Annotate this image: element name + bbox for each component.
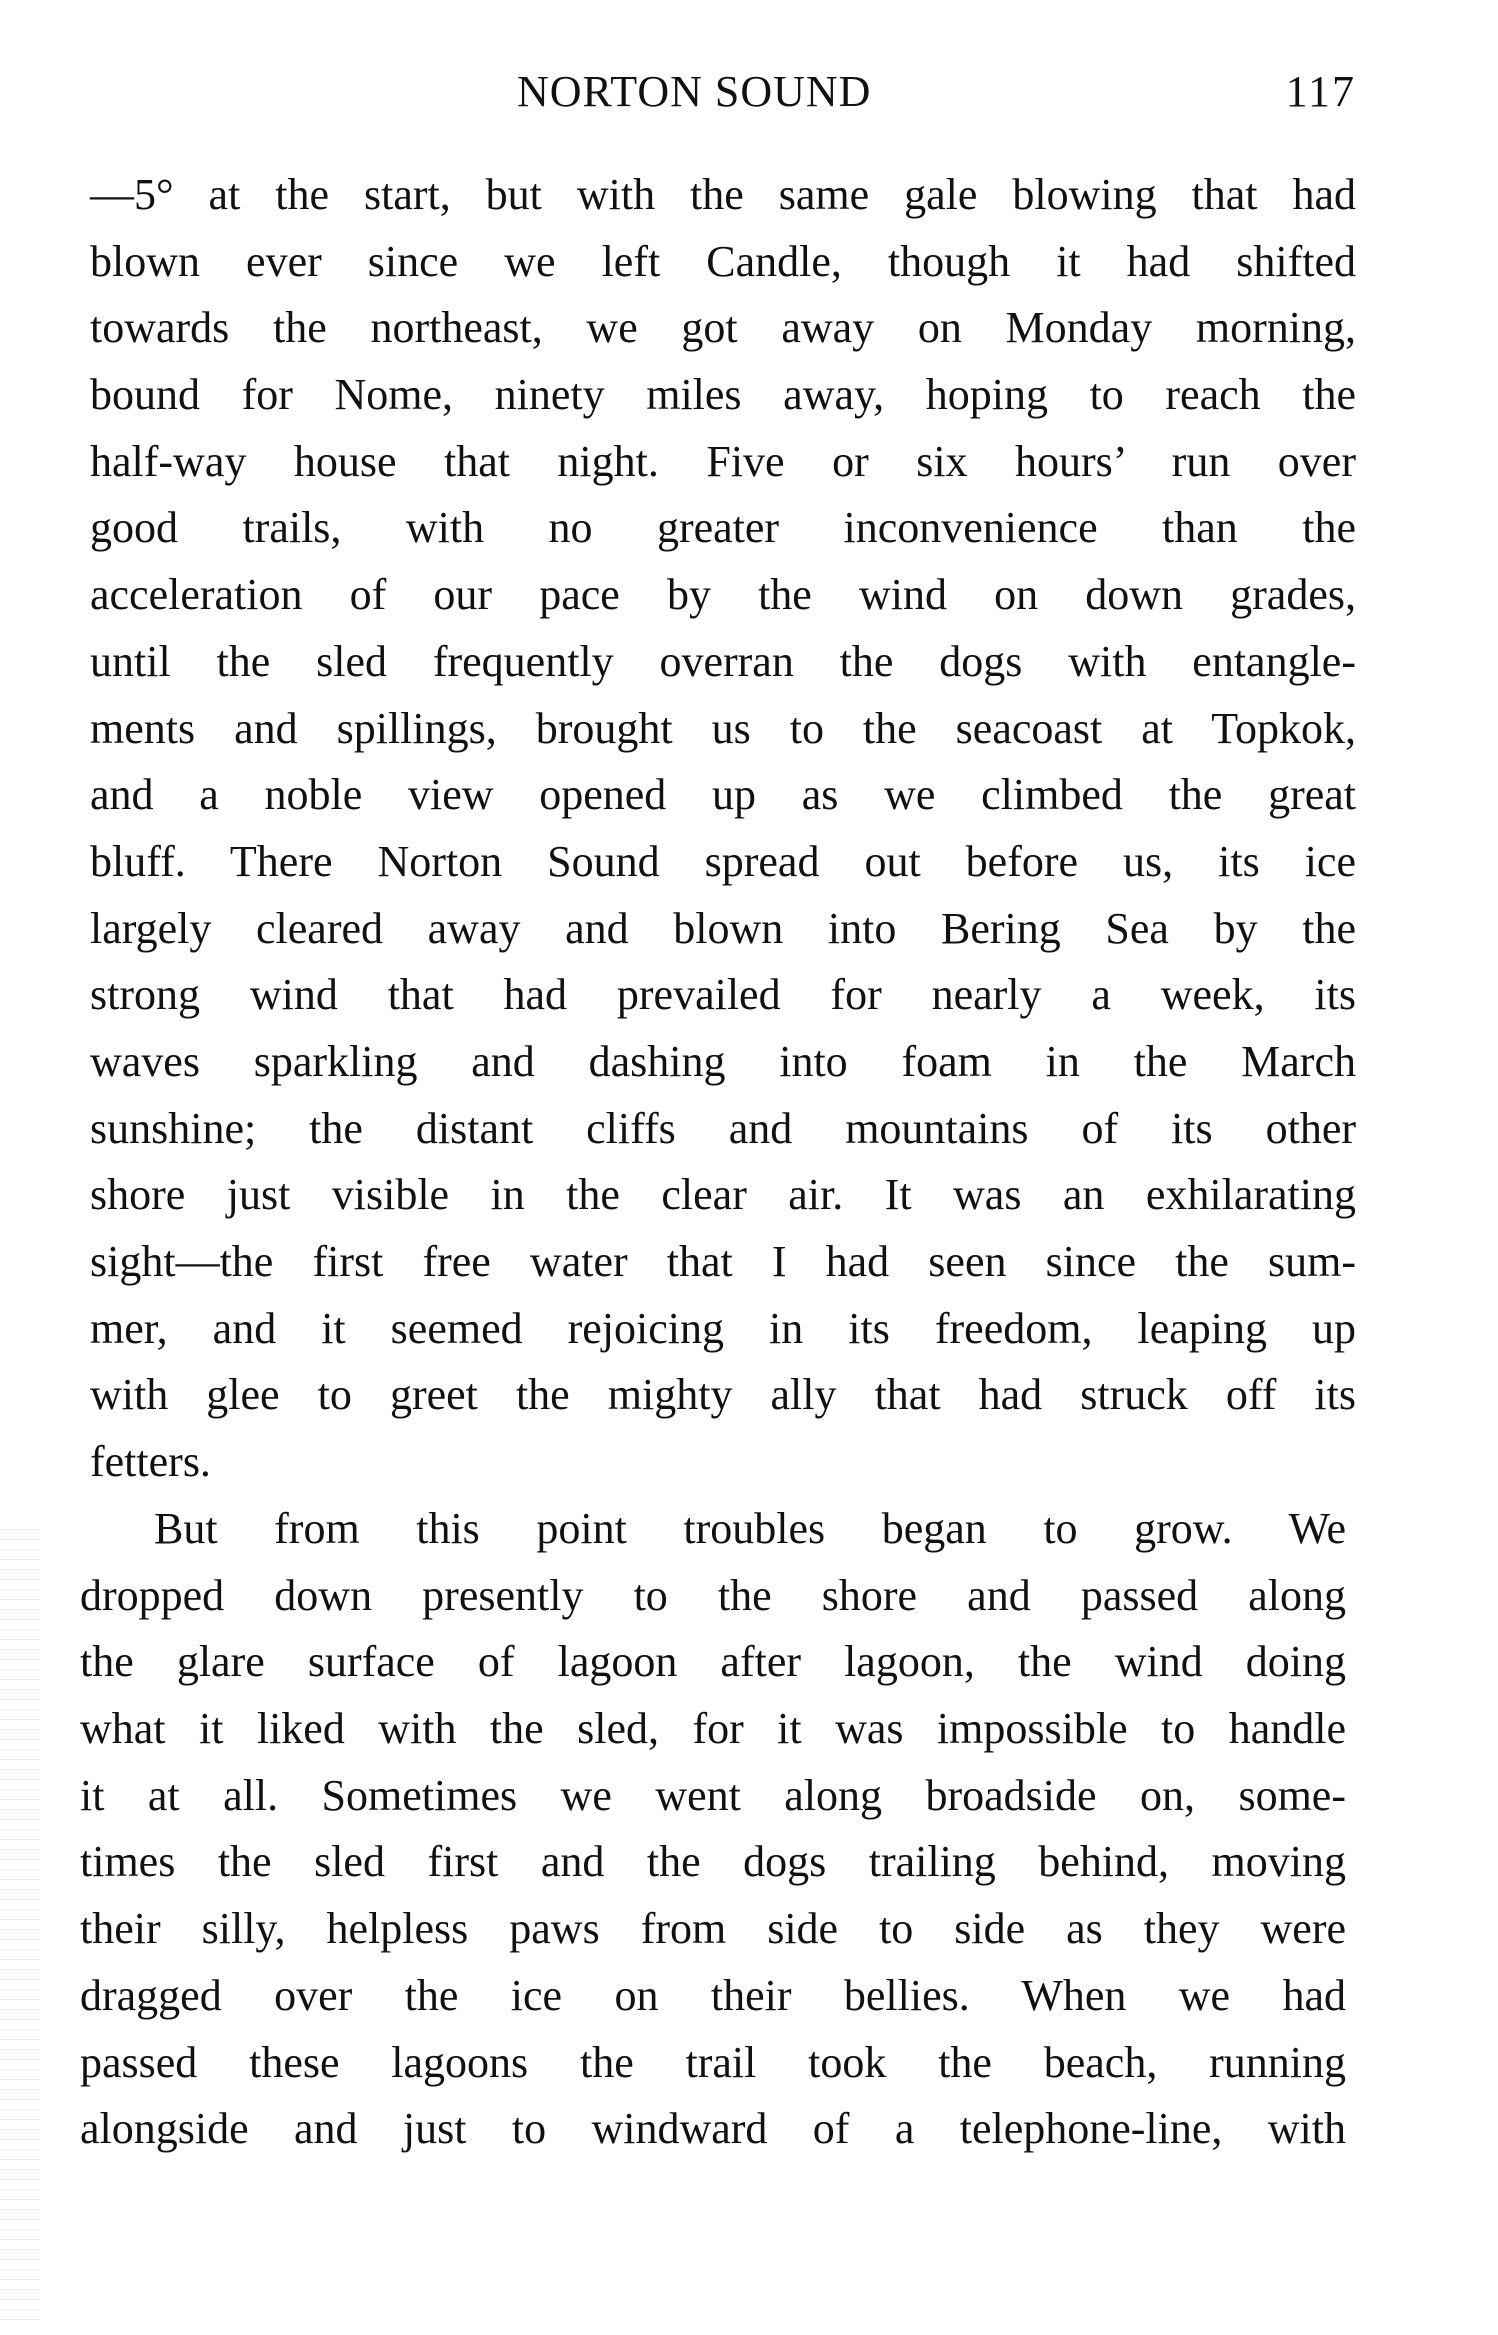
text-line: shore just visible in the clear air. It was an exhilarating: [90, 1170, 1356, 1220]
text-line: waves sparkling and dashing into foam in the March: [90, 1036, 1356, 1086]
text-line: strong wind that had prevailed for nearly a week, its: [90, 970, 1356, 1020]
text-line: ments and spillings, brought us to the seacoast at Topkok,: [90, 703, 1356, 753]
text-line: sunshine; the distant cliffs and mountains of its other: [90, 1103, 1356, 1153]
text-line: blown ever since we left Candle, though it had shifted: [90, 236, 1356, 286]
text-line: with glee to greet the mighty ally that had struck off its: [90, 1370, 1356, 1420]
text-line: their silly, helpless paws from side to side as they were: [80, 1904, 1346, 1954]
text-line: sight—the first free water that I had seen since the sum-: [90, 1237, 1356, 1286]
text-line: acceleration of our pace by the wind on down grades,: [90, 570, 1356, 620]
text-line: until the sled frequently overran the dogs with entangle-: [90, 636, 1356, 686]
text-line: half-way house that night. Five or six hours’ run over: [90, 436, 1356, 486]
text-line: largely cleared away and blown into Bering Sea by the: [90, 903, 1356, 953]
text-line: dragged over the ice on their bellies. When we had: [80, 1970, 1346, 2020]
text-line: —5° at the start, but with the same gale blowing that had: [90, 170, 1356, 219]
text-line: bluff. There Norton Sound spread out before us, its ice: [90, 836, 1356, 886]
text-line: towards the northeast, we got away on Monday morning,: [90, 303, 1356, 353]
text-line: and a noble view opened up as we climbed the great: [90, 770, 1356, 820]
paragraph-1: [90, 162, 1356, 1496]
text-line: the glare surface of lagoon after lagoon, the wind doing: [80, 1637, 1346, 1687]
text-line: But from this point troubles began to grow. We: [154, 1504, 1346, 1553]
text-line: good trails, with no greater inconvenience than the: [90, 503, 1356, 553]
text-line: mer, and it seemed rejoicing in its freedom, leaping up: [90, 1303, 1356, 1353]
text-line: alongside and just to windward of a telephone-line, with: [80, 2104, 1346, 2154]
text-line: fetters.: [90, 1437, 211, 1487]
running-title: NORTON SOUND: [517, 67, 872, 116]
running-header: [0, 66, 1498, 126]
page-edge-speckle: [0, 1520, 40, 2320]
paragraph-2: [80, 1496, 1346, 2163]
text-line: times the sled first and the dogs trailing behind, moving: [80, 1837, 1346, 1887]
text-line: what it liked with the sled, for it was impossible to handle: [80, 1704, 1346, 1754]
text-line: it at all. Sometimes we went along broadside on, some-: [80, 1770, 1346, 1820]
text-line: passed these lagoons the trail took the beach, running: [80, 2037, 1346, 2087]
page-number: 117: [1285, 67, 1356, 116]
text-line: dropped down presently to the shore and passed along: [80, 1570, 1346, 1620]
text-line: bound for Nome, ninety miles away, hoping to reach the: [90, 370, 1356, 420]
